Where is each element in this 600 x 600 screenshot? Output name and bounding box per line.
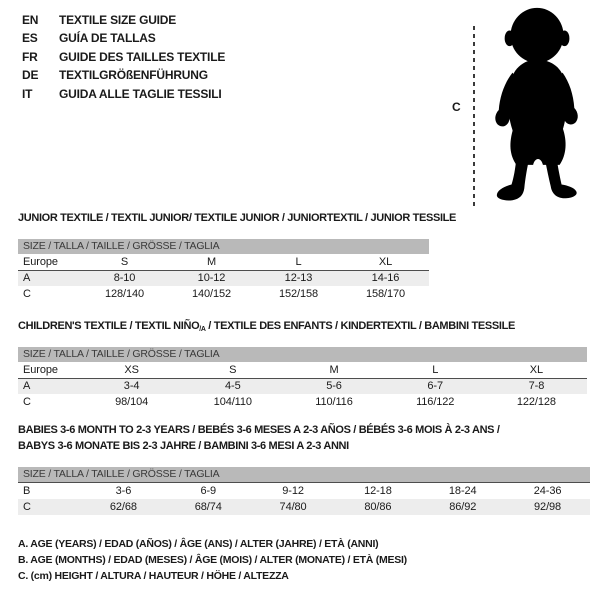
language-code: EN — [22, 13, 39, 27]
size-cell: XL — [529, 364, 544, 376]
age-cell: 6-7 — [427, 380, 444, 392]
months-cell: 24-36 — [533, 485, 562, 497]
footnote-height-cm: C. (cm) HEIGHT / ALTURA / HAUTEUR / HÖHE / ALTEZZA — [18, 570, 289, 582]
size-cell: L — [295, 256, 302, 268]
height-cell: 98/104 — [115, 396, 149, 408]
table-row-height — [18, 499, 590, 515]
table-row-europe — [18, 362, 587, 378]
legend-footnotes — [18, 536, 407, 584]
footnote-age-years: A. AGE (YEARS) / EDAD (AÑOS) / ÂGE (ANS) / ALTER (JAHRE) / ETÀ (ANNI) — [18, 538, 379, 550]
language-row — [22, 29, 225, 47]
row-label: B — [23, 485, 31, 497]
guide-title: TEXTILE SIZE GUIDE — [59, 13, 177, 27]
height-cell: 80/86 — [364, 501, 392, 513]
months-cell: 12-18 — [364, 485, 392, 497]
language-code: ES — [22, 31, 38, 46]
row-label: Europe — [23, 256, 58, 268]
height-cell: 74/80 — [279, 501, 307, 513]
babies-title-line2: BABYS 3-6 MONATE BIS 2-3 JAHRE / BAMBINI 3-6 MESI A 2-3 ANNI — [18, 439, 349, 452]
babies-title-line1: BABIES 3-6 MONTH TO 2-3 YEARS / BEBÉS 3-6 MESES A 2-3 AÑOS / BÉBÉS 3-6 MOIS À 2-3 ANS / — [18, 424, 500, 436]
height-dimension-label: C — [452, 100, 461, 114]
table-row-height — [18, 286, 429, 302]
language-row — [22, 85, 225, 103]
size-cell: XL — [378, 256, 393, 268]
babies-size-table — [18, 467, 590, 515]
baby-figure — [452, 0, 600, 215]
age-cell: 10-12 — [197, 272, 226, 284]
table-row-europe — [18, 254, 429, 270]
language-code: DE — [22, 68, 39, 83]
height-cell: 110/116 — [315, 396, 353, 408]
guide-title: GUÍA DE TALLAS — [59, 31, 156, 46]
junior-size-table — [18, 239, 429, 302]
language-code: FR — [22, 49, 38, 64]
size-cell: M — [206, 256, 217, 268]
age-cell: 8-10 — [113, 272, 136, 284]
height-cell: 104/110 — [213, 396, 252, 408]
language-row — [22, 11, 225, 29]
row-label: Europe — [23, 364, 58, 376]
height-dashed-line — [473, 26, 475, 208]
height-cell: 122/128 — [516, 396, 556, 408]
table-row-age — [18, 378, 587, 394]
size-cell: M — [329, 364, 339, 376]
age-cell: 14-16 — [371, 272, 400, 284]
age-cell: 5-6 — [326, 380, 342, 392]
age-cell: 4-5 — [225, 380, 241, 392]
size-header-bar: SIZE / TALLA / TAILLE / GRÖSSE / TAGLIA — [18, 347, 587, 362]
months-cell: 6-9 — [200, 485, 217, 497]
height-cell: 152/158 — [278, 288, 319, 300]
children-title-subscript: /A — [199, 326, 206, 333]
height-cell: 62/68 — [109, 501, 137, 513]
junior-section-title: JUNIOR TEXTILE / TEXTIL JUNIOR/ TEXTILE JUNIOR / JUNIORTEXTIL / JUNIOR TESSILE — [18, 212, 457, 224]
row-label: A — [23, 272, 31, 284]
table-row-months — [18, 483, 590, 499]
language-code: IT — [22, 86, 33, 101]
size-cell: S — [120, 256, 129, 268]
footnote-age-months: B. AGE (MONTHS) / EDAD (MESES) / ÂGE (MOIS) / ALTER (MONATE) / ETÀ (MESI) — [18, 554, 407, 566]
height-cell: 116/122 — [416, 396, 455, 408]
months-cell: 9-12 — [282, 485, 304, 497]
size-cell: S — [229, 364, 237, 376]
language-title-list — [22, 11, 225, 103]
age-cell: 7-8 — [528, 380, 545, 392]
guide-title: GUIDE DES TAILLES TEXTILE — [59, 49, 226, 64]
size-header-bar: SIZE / TALLA / TAILLE / GRÖSSE / TAGLIA — [18, 467, 590, 483]
row-label: C — [23, 501, 31, 513]
age-cell: 12-13 — [284, 272, 313, 284]
height-cell: 92/98 — [534, 501, 562, 513]
size-cell: L — [432, 364, 439, 376]
months-cell: 3-6 — [115, 485, 132, 497]
row-label: A — [23, 380, 31, 392]
children-title-post: / TEXTILE DES ENFANTS / KINDERTEXTIL / BAMBINI TESSILE — [205, 320, 515, 332]
months-cell: 18-24 — [448, 485, 477, 497]
height-cell: 68/74 — [194, 501, 222, 513]
age-cell: 3-4 — [123, 380, 140, 392]
baby-silhouette-icon — [480, 4, 598, 210]
height-cell: 86/92 — [449, 501, 477, 513]
row-label: C — [23, 396, 31, 408]
language-row — [22, 48, 225, 66]
guide-title: TEXTILGRÖßENFÜHRUNG — [59, 68, 208, 83]
size-header-bar: SIZE / TALLA / TAILLE / GRÖSSE / TAGLIA — [18, 239, 429, 254]
size-cell: XS — [124, 364, 139, 376]
height-cell: 128/140 — [104, 288, 145, 300]
language-row — [22, 66, 225, 84]
babies-section-title — [18, 423, 500, 454]
guide-title: GUIDA ALLE TAGLIE TESSILI — [59, 86, 222, 101]
children-section-title — [18, 320, 515, 333]
row-label: C — [23, 288, 31, 300]
table-row-age — [18, 270, 429, 286]
height-cell: 158/170 — [365, 288, 406, 300]
children-size-table — [18, 347, 587, 410]
table-row-height — [18, 394, 587, 410]
children-title-pre: CHILDREN'S TEXTILE / TEXTIL NIÑO — [18, 320, 200, 332]
height-cell: 140/152 — [191, 288, 232, 300]
